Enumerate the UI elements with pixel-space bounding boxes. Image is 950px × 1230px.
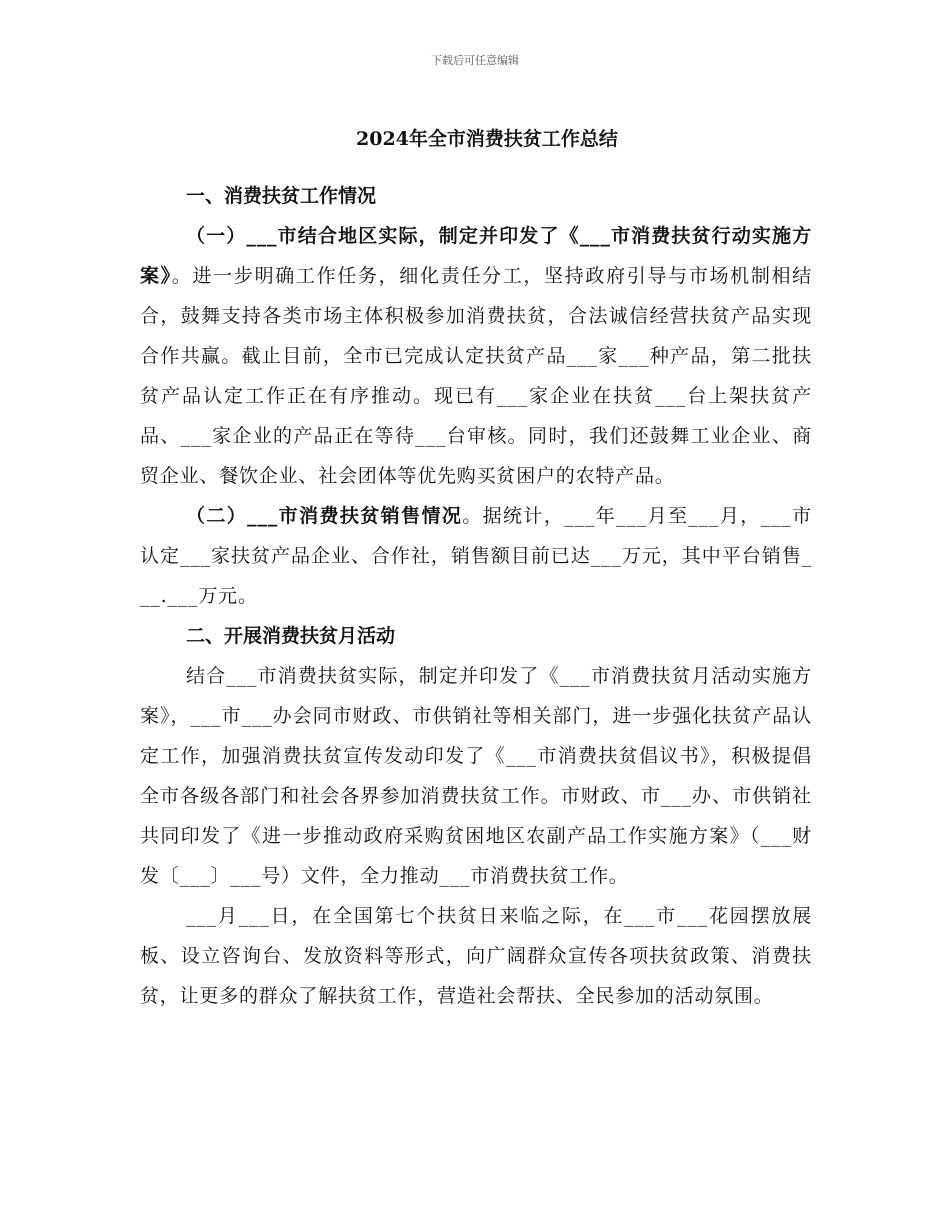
paragraph-2-2 — [140, 896, 812, 1016]
paragraph-1-1 — [140, 216, 812, 496]
document-body — [140, 118, 812, 1016]
section-heading-1: 一、消费扶贫工作情况 — [186, 185, 377, 207]
paragraph-text: 结合___市消费扶贫实际，制定并印发了《___市消费扶贫月活动实施方案》，___市___办会同市财政、市供销社等相关部门，进一步强化扶贫产品认定工作，加强消费扶贫宣传发动印发了《___市消费扶贫倡议书》，积极提倡全市各级各部门和社会各界参加消费扶贫工作。市财政、市___办、市供销社共同印发了《进一步推动政府采购贫困地区农副产品工作实施方案》（___财发〔___〕___号）文件，全力推动___市消费扶贫工作。 — [140, 665, 812, 887]
paragraph-1-2 — [140, 496, 812, 616]
paragraph-lead: （二）___市消费扶贫销售情况 — [186, 505, 463, 527]
header-note: 下载后可任意编辑 — [431, 54, 519, 67]
section-heading-2: 二、开展消费扶贫月活动 — [186, 625, 396, 647]
paragraph-2-1 — [140, 656, 812, 896]
document-title: 2024年全市消费扶贫工作总结 — [356, 128, 618, 150]
paragraph-text: 。进一步明确工作任务，细化责任分工，坚持政府引导与市场机制相结合，鼓舞支持各类市场主体积极参加消费扶贫，合法诚信经营扶贫产品实现合作共赢。截止目前，全市已完成认定扶贫产品___家___种产品，第二批扶贫产品认定工作正在有序推动。现已有___家企业在扶贫___台上架扶贫产品、___家企业的产品正在等待___台审核。同时，我们还鼓舞工业企业、商贸企业、餐饮企业、社会团体等优先购买贫困户的农特产品。 — [140, 265, 812, 487]
paragraph-text: 。据统计，___年___月至___月，___市认定___家扶贫产品企业、合作社，销售额目前已达___万元，其中平台销售___.___万元。 — [140, 505, 812, 607]
paragraph-text: ___月___日，在全国第七个扶贫日来临之际，在___市___花园摆放展板、设立咨询台、发放资料等形式，向广阔群众宣传各项扶贫政策、消费扶贫，让更多的群众了解扶贫工作，营造社会帮扶、全民参加的活动氛围。 — [140, 905, 812, 1007]
paragraph-lead: （一）___市结合地区实际，制定并印发了《___市消费扶贫行动实施方案》 — [140, 225, 812, 287]
